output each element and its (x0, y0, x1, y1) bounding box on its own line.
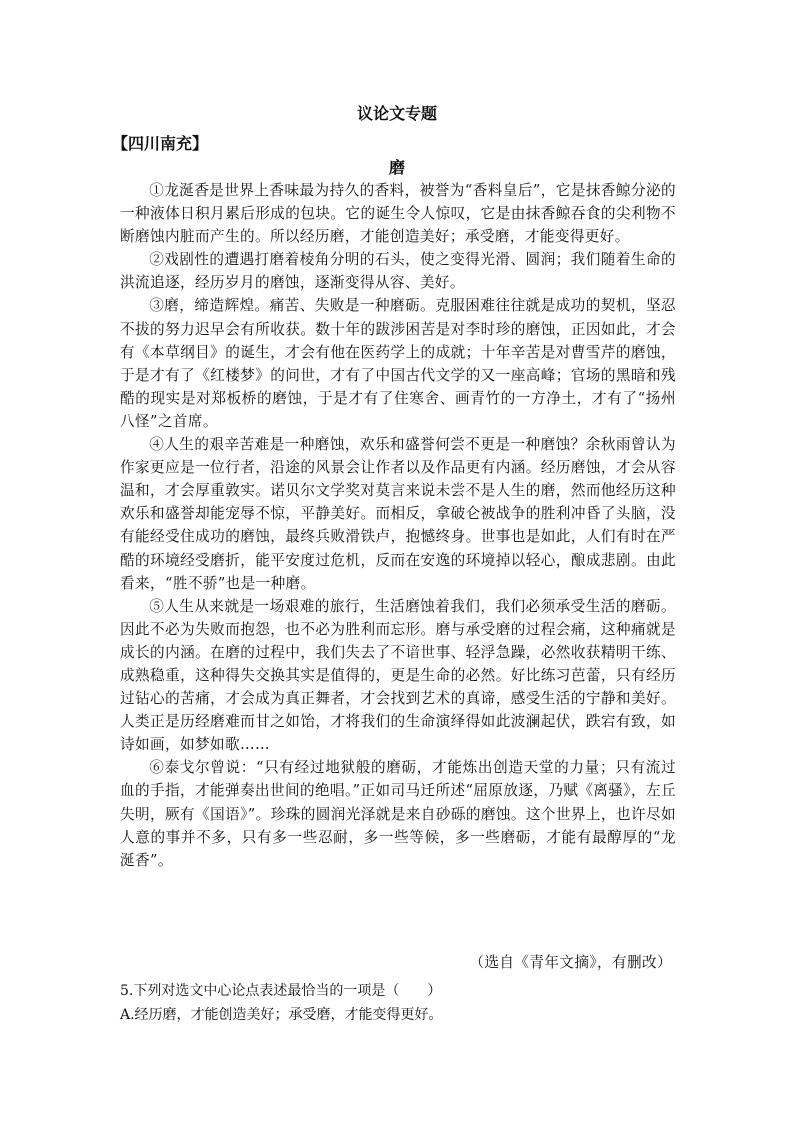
essay-body (120, 179, 676, 872)
question-option-a[interactable]: A.经历磨，才能创造美好；承受磨，才能变得更好。 (120, 1007, 443, 1023)
question-stem: 5.下列对选文中心论点表述最恰当的一项是（ ） (120, 983, 442, 999)
paragraph-6: ⑥泰戈尔曾说：“只有经过地狱般的磨砺，才能炼出创造天堂的力量；只有流过血的手指，才能弹奏出世间的绝唱。”正如司马迁所述“屈原放逐，乃赋《离骚》，左丘失明，厥有《国语》”。珍珠的圆润光泽就是来自砂砾的磨蚀。这个世界上，也许尽如人意的事并不多，只有多一些忍耐，多一些等候，多一些磨砺，才能有最醇厚的“龙涎香”。 (120, 759, 676, 869)
source-citation: （选自《青年文摘》，有删改） (469, 954, 672, 971)
paragraph-2: ②戏剧性的遭遇打磨着棱角分明的石头，使之变得光滑、圆润；我们随着生命的洪流追逐，经历岁月的磨蚀，逐渐变得从容、美好。 (120, 251, 676, 292)
essay-title: 磨 (388, 158, 405, 177)
paragraph-1: ①龙涎香是世界上香味最为持久的香料，被誉为“香料皇后”，它是抹香鲸分泌的一种液体日积月累后形成的包块。它的诞生令人惊叹，它是由抹香鲸吞食的尖利物不断磨蚀内脏而产生的。所以经历磨，才能创造美好；承受磨，才能变得更好。 (120, 182, 676, 246)
paragraph-3: ③磨，缔造辉煌。痛苦、失败是一种磨砺。克服困难往往就是成功的契机，坚忍不拔的努力迟早会有所收获。数十年的跋涉困苦是对李时珍的磨蚀，正因如此，才会有《本草纲目》的诞生，才会有他在医药学上的成就；十年辛苦是对曹雪芹的磨蚀，于是才有了《红楼梦》的问世，才有了中国古代文学的又一座高峰；官场的黑暗和残酷的现实是对郑板桥的磨蚀，于是才有了住寒舍、画青竹的一方净土，才有了“扬州八怪”之首席。 (120, 297, 676, 430)
paragraph-5: ⑤人生从来就是一场艰难的旅行，生活磨蚀着我们，我们必须承受生活的磨砺。因此不必为失败而抱怨，也不必为胜利而忘形。磨与承受磨的过程会痛，这种痛就是成长的内涵。在磨的过程中，我们失去了不谙世事、轻浮急躁，必然收获精明干练、成熟稳重，这种得失交换其实是值得的，更是生命的必然。好比练习芭蕾，只有经历过钻心的苦痛，才会成为真正舞者，才会找到艺术的真谛，感受生活的宁静和美好。人类正是历经磨难而甘之如饴，才将我们的生命演绎得如此波澜起伏，跌宕有致，如诗如画，如梦如歌…… (120, 597, 676, 754)
paragraph-4: ④人生的艰辛苦难是一种磨蚀，欢乐和盛誉何尝不更是一种磨蚀？余秋雨曾认为作家更应是一位行者，沿途的风景会让作者以及作品更有内涵。经历磨蚀，才会从容温和，才会厚重敦实。诺贝尔文学奖对莫言来说未尝不是人生的磨，然而他经历这种欢乐和盛誉却能宠辱不惊，平静美好。而相反，拿破仑被战争的胜利冲昏了头脑，没有能经受住成功的磨蚀，最终兵败滑铁卢，抱憾终身。世事也是如此，人们有时在严酷的环境经受磨折，能平安度过危机，反而在安逸的环境掉以轻心，酿成悲剧。由此看来，“胜不骄”也是一种磨。 (120, 436, 676, 592)
question-block (120, 979, 443, 1027)
document-title: 议论文专题 (356, 104, 437, 123)
region-label: 【四川南充】 (112, 134, 209, 153)
